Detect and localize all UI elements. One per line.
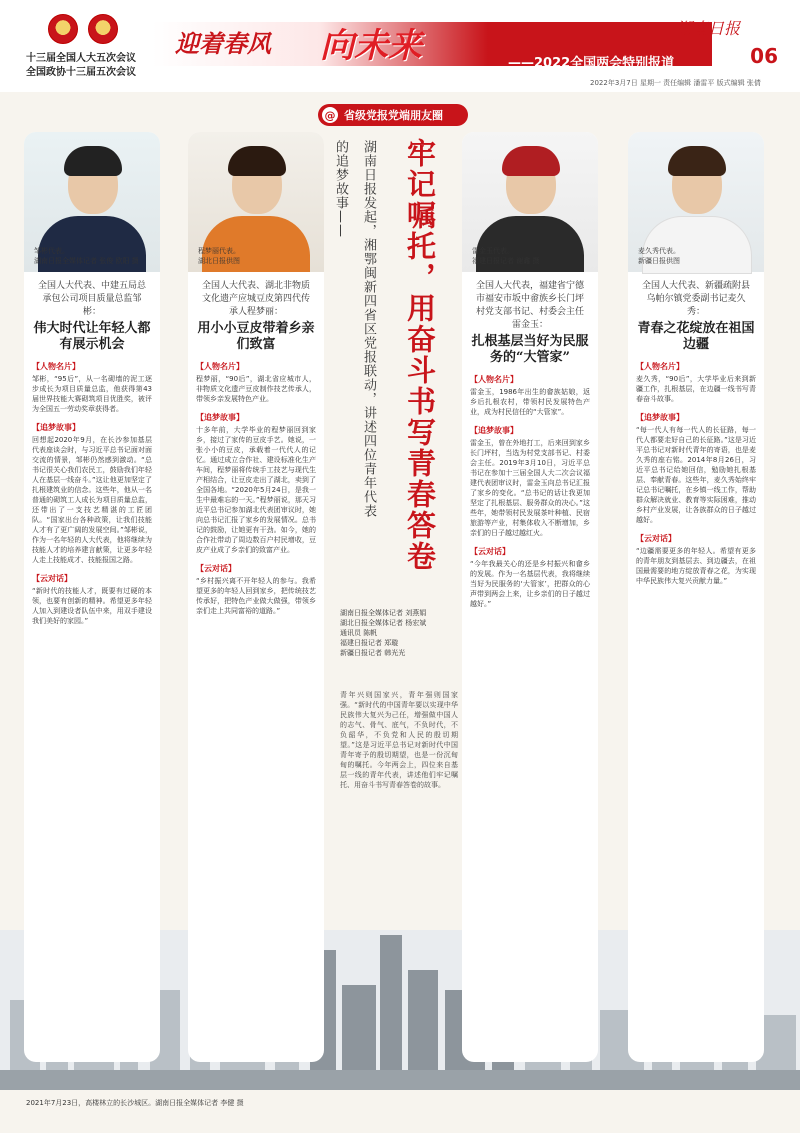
dream-story-text: 十多年前，大学毕业的程梦丽回到家乡，接过了家传的豆皮手艺。她说，一张小小的豆皮，承载着一代代人的记忆。通过成立合作社、建设标准化生产车间，程梦丽将传统手工技艺与现代生产相结合，让豆皮走出了湖北，卖到了全国各地。“2020年5月24日，是我一生中最难忘的一天。”程梦丽说，那天习近平总书记参加湖北代表团审议时，她向总书记汇报了家乡的发展情况。总书记的鼓励，让她更有干劲。如今，她的合作社带动了周边数百户村民增收，豆皮产业成了乡亲们的致富产业。 [196,426,316,554]
skyline-photo-caption: 2021年7月23日，高楼林立的长沙城区。湖南日报全媒体记者 李健 摄 [26,1099,244,1107]
label-cloud-dialogue: 【云对话】 [32,574,72,583]
dateline: 2022年3月7日 星期一 责任编辑 潘雷平 版式编辑 张倩 [590,79,761,87]
profile-headline: 扎根基层当好为民服务的“大管家” [471,334,589,365]
profile-column-zou-bin [24,132,160,1062]
profile-card-text: 麦久秀，“90后”，大学毕业后来到新疆工作，扎根基层，在边疆一线书写青春奋斗故事。 [636,375,756,403]
photo-caption [638,246,680,266]
label-dream-story: 【追梦故事】 [470,426,518,435]
page-number: 06 [750,44,778,68]
label-cloud-dialogue: 【云对话】 [636,534,676,543]
masthead-sub-line2: 全国政协十三届五次会议 [26,67,136,78]
profile-role: 全国人大代表，福建省宁德市福安市坂中畲族乡长门坪村党支部书记、村委会主任雷金玉： [475,281,584,330]
dream-story-text: 雷金玉，曾在外地打工，后来回到家乡长门坪村，当选为村党支部书记、村委会主任。2019年3月10日，习近平总书记在参加十三届全国人大二次会议福建代表团审议时，雷金玉向总书记汇报了家乡的变化。“总书记的话让我更加坚定了扎根基层、服务群众的决心。”这些年，她带领村民发展茶叶种植、民宿旅游等产业，村集体收入不断增加，乡亲们的日子越过越红火。 [470,439,590,537]
newspaper-logo: 湖南日报 [675,19,740,38]
profile-card-text: 邹彬，“95后”，从一名砌墙的泥工逐步成长为项目质量总监，他获得第43届世界技能大赛砌筑项目优胜奖，被评为全国五一劳动奖章获得者。 [32,375,152,413]
portrait-photo [462,132,598,272]
portrait-headdress [502,146,560,176]
caption-line1: 雷金玉代表。 [472,247,514,255]
label-profile-card: 【人物名片】 [32,362,80,371]
banner-special-report: ——2022全国两会特别报道 [508,56,675,71]
cloud-dialogue-text: “乡村振兴离不开年轻人的参与。我希望更多的年轻人回到家乡，把传统技艺传承好，把特色产业做大做强，带领乡亲们走上共同富裕的道路。” [196,577,316,615]
credit-line: 湖北日报全媒体记者 杨宏斌 [340,619,427,627]
profile-headline: 伟大时代让年轻人都有展示机会 [33,321,151,352]
profile-role: 全国人大代表、新疆疏附县乌帕尔镇党委副书记麦久秀： [641,281,750,317]
caption-line1: 程梦丽代表。 [198,247,240,255]
portrait-photo [24,132,160,272]
caption-line1: 邹彬代表。 [34,247,69,255]
cloud-dialogue-text: “今年我最关心的还是乡村振兴和畲乡的发展。作为一名基层代表，我将继续当好为民服务的‘大管家’，把群众的心声带到两会上来，让乡亲们的日子越过越好。” [470,560,590,608]
emblems [48,14,118,44]
profile-headline: 用小小豆皮带着乡亲们致富 [197,321,315,352]
portrait-photo [188,132,324,272]
profile-card-text: 雷金玉，1986年出生的畲族姑娘，返乡后扎根农村，带领村民发展特色产业，成为村民信任的“大管家”。 [470,388,590,416]
banner-slogan-b: 向未来 [320,26,422,66]
profile-card-text: 程梦丽，“90后”，湖北省应城市人，非物质文化遗产豆皮制作技艺传承人，带领乡亲发展特色产业。 [196,375,316,403]
label-cloud-dialogue: 【云对话】 [470,547,510,556]
photo-caption [198,246,240,266]
dream-story-text: “每一代人有每一代人的长征路，每一代人都要走好自己的长征路。”这是习近平总书记对新时代青年的寄语，也是麦久秀的座右铭。2014年8月26日，习近平总书记给她回信，勉励她扎根基层、奉献青春。这些年，麦久秀始终牢记总书记嘱托，在乡镇一线工作，帮助群众解决就业、教育等实际困难，推动乡村产业发展，让各族群众的日子越过越好。 [636,426,756,524]
masthead-subtitle [26,52,136,80]
profile-column-cheng-mengli [188,132,324,1062]
profile-headline: 青春之花绽放在祖国边疆 [637,321,755,352]
at-icon: @ [322,107,338,123]
credit-line: 福建日报记者 郑璇 [340,639,399,647]
section-tag [318,104,468,126]
portrait-photo [628,132,764,272]
section-tag-label: 省级党报党端朋友圈 [344,109,443,122]
byline-credits [340,608,458,658]
portrait-hair [228,146,286,176]
profile-column-mai-jiuxiu [628,132,764,1062]
label-dream-story: 【追梦故事】 [32,423,80,432]
label-dream-story: 【追梦故事】 [196,413,244,422]
credit-line: 新疆日报记者 韩光光 [340,649,406,657]
photo-caption [34,246,139,266]
profile-role: 全国人大代表、湖北非物质文化遗产应城豆皮第四代传承人程梦丽： [201,281,310,317]
national-emblem-icon [48,14,78,44]
banner-slogan-a: 迎着春风 [175,29,271,58]
credit-line: 湖南日报全媒体记者 刘燕娟 [340,609,427,617]
cloud-dialogue-text: “边疆需要更多的年轻人。希望有更多的青年朋友到基层去、到边疆去，在祖国最需要的地方绽放青春之花，为实现中华民族伟大复兴贡献力量。” [636,547,756,585]
label-profile-card: 【人物名片】 [636,362,684,371]
caption-line1: 麦久秀代表。 [638,247,680,255]
profile-column-lei-jinyu [462,132,598,1062]
cloud-dialogue-text: “新时代的技能人才，既要有过硬的本领，也要有创新的精神。希望更多年轻人加入到建设者队伍中来，用双手建设我们美好的家园。” [32,587,152,625]
dream-story-text: 回想起2020年9月，在长沙参加基层代表座谈会时，与习近平总书记面对面交流的情景，邹彬仍然感到激动。“总书记很关心我们农民工，鼓励我们年轻人在基层一线奋斗。”这让他更加坚定了扎根建筑业的信念。这些年，他从一名普通的砌筑工人成长为项目质量总监，还带出了一支技艺精湛的工匠团队。“国家出台各种政策，让我们技能人才有了更广阔的发展空间。”邹彬说，作为一名年轻的人大代表，他将继续为技能人才的培养建言献策，让更多年轻人走上技能成才、技能报国之路。 [32,436,152,564]
caption-line2: 湖北日报供图 [198,257,240,265]
caption-line2: 福建日报记者 谢鑫 摄 [472,257,540,265]
credit-line: 通讯员 陈帆 [340,629,378,637]
article-kicker: 湖南日报发起，湘鄂闽新四省区党报联动，讲述四位青年代表的追梦故事—— [333,140,376,518]
portrait-hair [668,146,726,176]
cppcc-emblem-icon [88,14,118,44]
label-profile-card: 【人物名片】 [196,362,244,371]
label-profile-card: 【人物名片】 [470,375,518,384]
caption-line2: 湖南日报全媒体记者 张俊 欧阳 摄 [34,257,139,265]
masthead-sub-line1: 十三届全国人大五次会议 [26,53,136,64]
label-cloud-dialogue: 【云对话】 [196,564,236,573]
portrait-hair [64,146,122,176]
article-intro-text: 青年兴则国家兴，青年强则国家强。“新时代的中国青年要以实现中华民族伟大复兴为己任，增强做中国人的志气、骨气、底气，不负时代，不负韶华，不负党和人民的殷切期望。”这是习近平总书记对新时代中国青年寄予的殷切期望，也是一份沉甸甸的嘱托。今年两会上，四位来自基层一线的青年代表，讲述他们牢记嘱托、用奋斗书写青春答卷的故事。 [340,691,458,789]
photo-caption [472,246,539,266]
profile-role: 全国人大代表、中建五局总承包公司项目质量总监邹彬： [37,281,146,317]
label-dream-story: 【追梦故事】 [636,413,684,422]
caption-line2: 新疆日报供图 [638,257,680,265]
article-title: 牢记嘱托，用奋斗书写青春答卷 [403,138,437,572]
masthead [0,0,800,92]
